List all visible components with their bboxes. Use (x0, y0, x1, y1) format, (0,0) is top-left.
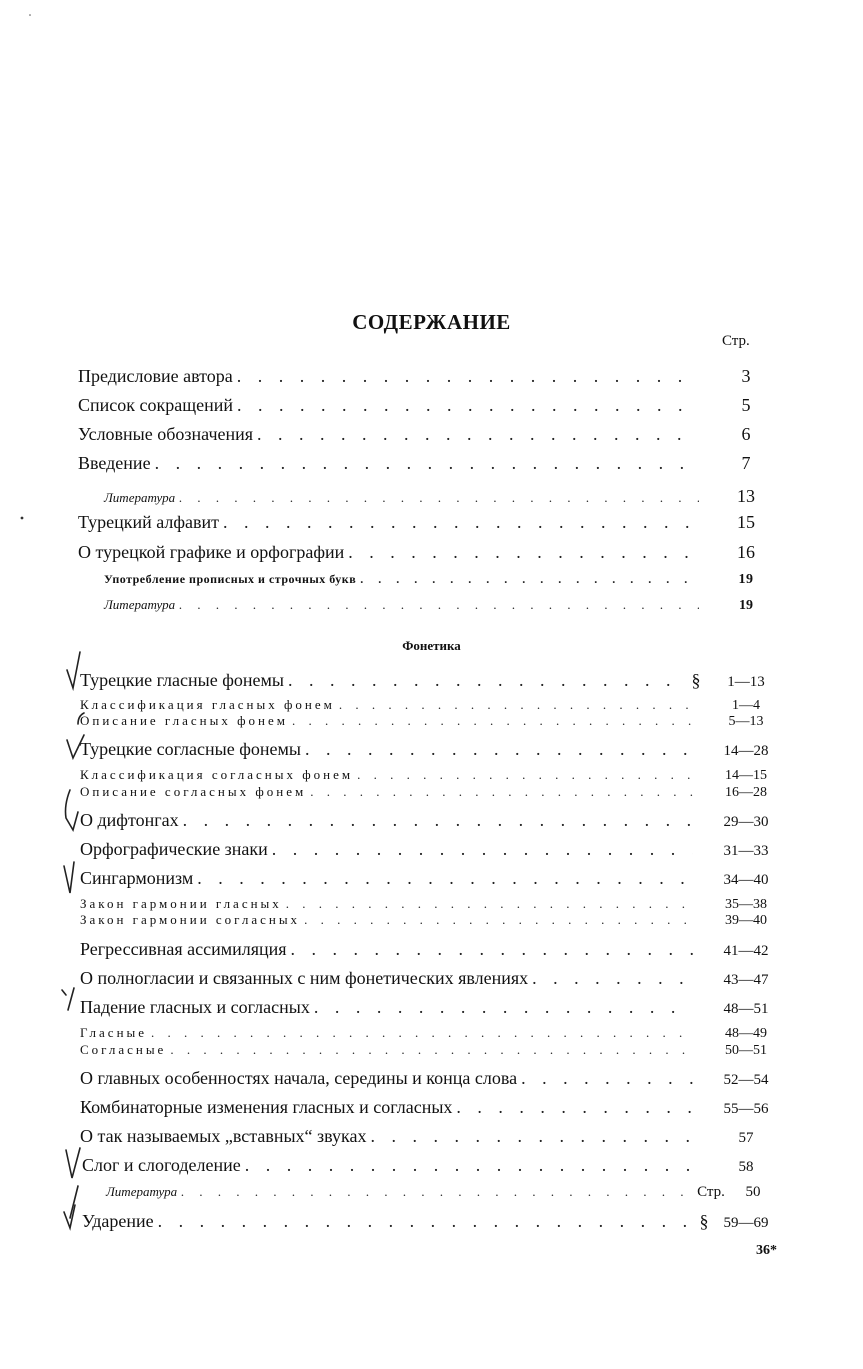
stray-dot-icon (29, 14, 31, 16)
toc-entry-page: 1—13 (727, 674, 765, 690)
toc-entry-section: § (691, 670, 701, 690)
leader-dots (452, 1097, 693, 1118)
toc-entry-section: Стр. (697, 1184, 725, 1200)
toc-entry (0, 366, 863, 387)
leader-dots (151, 453, 699, 474)
leader-dots (233, 395, 699, 416)
toc-entry-label: Литература (104, 597, 176, 612)
toc-entry-page: 1—4 (732, 698, 760, 713)
toc-entry-page: 35—38 (725, 897, 767, 912)
toc-entry-page: 13 (737, 486, 755, 506)
toc-entry-label: Согласные (80, 1042, 167, 1057)
toc-entry (0, 670, 863, 691)
toc-entry-page: 57 (738, 1130, 754, 1146)
toc-entry-label: Классификация гласных фонем (80, 697, 335, 712)
toc-entry-label: О полногласии и связанных с ним фонетических явлениях (80, 968, 529, 988)
toc-entry (0, 1155, 863, 1176)
toc-entry-label: Комбинаторные изменения гласных и согласных (80, 1097, 453, 1117)
toc-entry (0, 486, 863, 507)
toc-entry (0, 784, 863, 801)
toc-entry (0, 997, 863, 1018)
toc-entry-page: 50—51 (725, 1043, 767, 1058)
toc-entry-page: 39—40 (725, 913, 767, 928)
toc-entry-page: 16—28 (725, 785, 767, 800)
toc-entry (0, 542, 863, 563)
toc-entry (0, 767, 863, 784)
toc-entry-label: О дифтонгах (80, 810, 179, 830)
leader-dots (154, 1211, 693, 1232)
toc-entry-page: 6 (741, 424, 751, 444)
leader-dots (310, 997, 693, 1018)
leader-dots (193, 868, 693, 889)
toc-entry (0, 697, 863, 714)
toc-entry (0, 810, 863, 831)
toc-entry-label: Употребление прописных и строчных букв (104, 572, 357, 586)
toc-entry-page: 7 (741, 453, 751, 473)
toc-entry-label: Сингармонизм (80, 868, 194, 888)
leader-dots (528, 968, 693, 989)
leader-dots (147, 1025, 693, 1041)
toc-entry-label: Список сокращений (78, 395, 233, 415)
leader-dots (253, 424, 699, 445)
toc-entry-label: О так называемых „вставных“ звуках (80, 1126, 367, 1146)
toc-entry-label: О главных особенностях начала, середины и конца слова (80, 1068, 518, 1088)
toc-entry (0, 572, 863, 588)
page-column-label: Стр. (722, 333, 750, 349)
toc-entry-page: 50 (745, 1184, 761, 1200)
leader-dots (300, 912, 693, 928)
toc-entry-page: 48—51 (723, 1001, 769, 1017)
leader-dots (166, 1042, 693, 1058)
leader-dots (335, 697, 693, 713)
toc-entry (0, 597, 863, 614)
toc-entry-label: Описание согласных фонем (80, 784, 307, 799)
leader-dots (179, 810, 693, 831)
leader-dots (177, 1184, 693, 1200)
toc-entry (0, 1068, 863, 1089)
page-folio: 36* (756, 1243, 777, 1258)
toc-entry-label: Турецкий алфавит (78, 512, 220, 532)
toc-entry-label: Закон гармонии гласных (80, 896, 282, 911)
toc-entry (0, 512, 863, 533)
leader-dots (367, 1126, 694, 1147)
section-heading: Фонетика (402, 638, 461, 653)
leader-dots (288, 713, 693, 729)
toc-entry-label: Слог и слогоделение (82, 1155, 241, 1175)
leader-dots (233, 366, 699, 387)
toc-entry-label: Турецкие гласные фонемы (80, 670, 285, 690)
leader-dots (306, 784, 693, 800)
toc-entry (0, 1097, 863, 1118)
toc-entry (0, 1025, 863, 1042)
toc-entry-page: 19 (738, 572, 754, 587)
toc-entry-page: 52—54 (723, 1072, 769, 1088)
toc-entry-label: Закон гармонии согласных (80, 912, 301, 927)
toc-entry-label: Литература (104, 490, 176, 505)
toc-entry-label: Литература (106, 1184, 178, 1199)
toc-entry-label: О турецкой графике и орфографии (78, 542, 345, 562)
leader-dots (353, 767, 693, 783)
toc-entry-label: Классификация согласных фонем (80, 767, 354, 782)
toc-entry (0, 1126, 863, 1147)
toc-entry (0, 912, 863, 929)
toc-entry (0, 713, 863, 730)
page-title: СОДЕРЖАНИЕ (352, 310, 511, 334)
toc-entry-label: Падение гласных и согласных (80, 997, 310, 1017)
toc-entry-label: Введение (78, 453, 151, 473)
leader-dots (284, 670, 685, 691)
toc-entry (0, 868, 863, 889)
toc-entry-page: 5 (741, 395, 751, 415)
toc-entry (0, 939, 863, 960)
leader-dots (241, 1155, 693, 1176)
toc-entry-label: Регрессивная ассимиляция (80, 939, 287, 959)
toc-entry-page: 3 (741, 366, 751, 386)
toc-entry (0, 1184, 863, 1201)
leader-dots (175, 597, 699, 613)
toc-entry (0, 739, 863, 760)
leader-dots (282, 896, 693, 912)
leader-dots (219, 512, 699, 533)
toc-entry (0, 424, 863, 445)
toc-entry-label: Турецкие согласные фонемы (80, 739, 301, 759)
toc-entry-page: 34—40 (723, 872, 769, 888)
toc-entry (0, 839, 863, 860)
toc-entry-label: Условные обозначения (78, 424, 254, 444)
toc-entry-page: 59—69 (723, 1215, 769, 1231)
toc-entry-page: 48—49 (725, 1026, 767, 1041)
leader-dots (356, 572, 699, 587)
leader-dots (287, 939, 693, 960)
toc-entry-page: 41—42 (723, 943, 769, 959)
toc-entry-page: 31—33 (723, 843, 769, 859)
leader-dots (301, 739, 693, 760)
toc-entry-page: 55—56 (723, 1101, 769, 1117)
toc-entry-page: 5—13 (728, 714, 764, 729)
leader-dots (517, 1068, 693, 1089)
leader-dots (344, 542, 699, 563)
toc-entry-label: Гласные (80, 1025, 148, 1040)
toc-entry-page: 15 (737, 512, 755, 532)
toc-entry-page: 29—30 (723, 814, 769, 830)
toc-entry-label: Орфографические знаки (80, 839, 268, 859)
toc-entry-label: Описание гласных фонем (80, 713, 288, 728)
toc-entry (0, 1211, 863, 1232)
leader-dots (175, 490, 699, 506)
toc-entry (0, 453, 863, 474)
toc-entry (0, 968, 863, 989)
toc-entry-page: 14—28 (723, 743, 769, 759)
toc-entry (0, 1042, 863, 1059)
toc-entry (0, 395, 863, 416)
toc-entry-label: Ударение (82, 1211, 154, 1231)
toc-entry-label: Предисловие автора (78, 366, 233, 386)
toc-entry-page: 14—15 (725, 768, 767, 783)
toc-entry-page: 43—47 (723, 972, 769, 988)
toc-entry-section: § (699, 1211, 709, 1231)
toc-entry-page: 58 (738, 1159, 754, 1175)
toc-entry-page: 16 (737, 542, 755, 562)
toc-entry (0, 896, 863, 913)
leader-dots (268, 839, 693, 860)
toc-entry-page: 19 (739, 598, 753, 613)
